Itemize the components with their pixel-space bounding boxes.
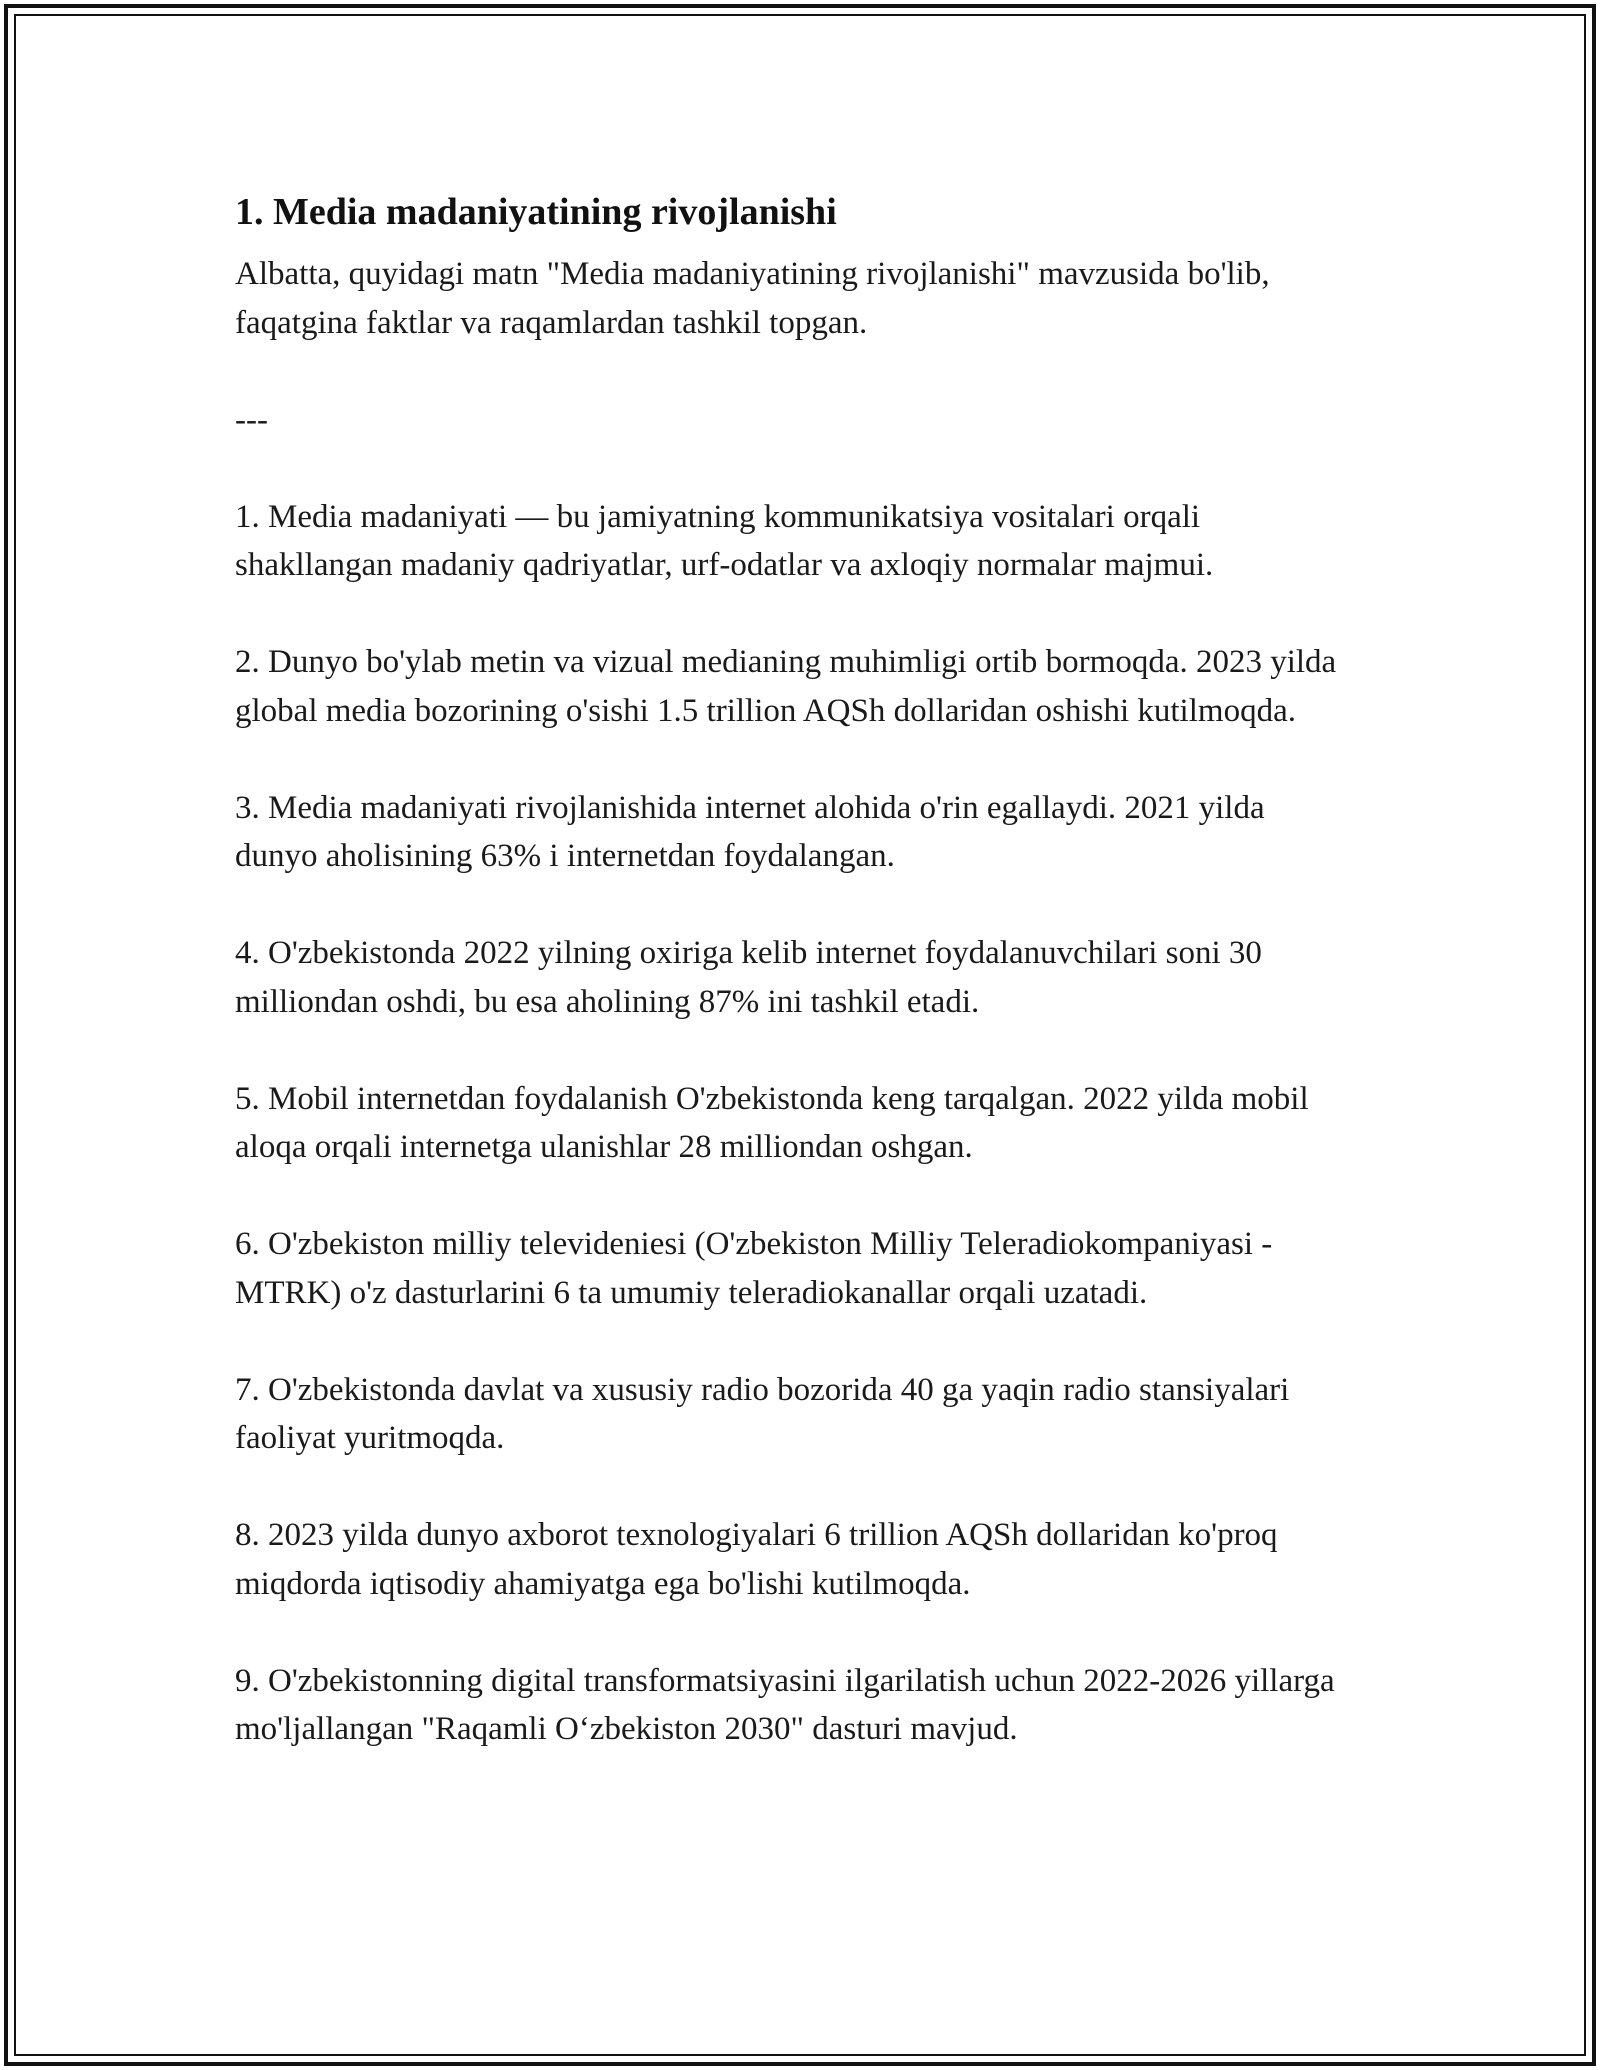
list-item: 6. O'zbekiston milliy televideniesi (O'zbekiston Milliy Teleradiokompaniyasi - MTRK) o'z dasturlarini 6 ta umumiy teleradiokanallar orqali uzatadi. xyxy=(235,1226,1273,1311)
list-item: 4. O'zbekistonda 2022 yilning oxiriga kelib internet foydalanuvchilari soni 30 milliondan oshdi, bu esa aholining 87% ini tashkil etadi. xyxy=(235,935,1262,1020)
list-item: 8. 2023 yilda dunyo axborot texnologiyalari 6 trillion AQSh dollaridan ko'proq miqdorda iqtisodiy ahamiyatga ega bo'lishi kutilmoqda. xyxy=(235,1517,1278,1602)
list-item: 1. Media madaniyati — bu jamiyatning kommunikatsiya vositalari orqali shakllangan madaniy qadriyatlar, urf-odatlar va axloqiy normalar majmui. xyxy=(235,498,1214,583)
list-item: 7. O'zbekistonda davlat va xususiy radio bozorida 40 ga yaqin radio stansiyalari faoliyat yuritmoqda. xyxy=(235,1371,1290,1456)
list-item: 5. Mobil internetdan foydalanish O'zbekistonda keng tarqalgan. 2022 yilda mobil aloqa orqali internetga ulanishlar 28 milliondan oshgan. xyxy=(235,1080,1309,1165)
document-body xyxy=(235,186,1355,1802)
document-title: 1. Media madaniyatining rivojlanishi xyxy=(235,191,837,233)
list-item: 9. O'zbekistonning digital transformatsiyasini ilgarilatish uchun 2022-2026 yillarga mo'ljallangan "Raqamli O‘zbekiston 2030" dasturi mavjud. xyxy=(235,1662,1335,1747)
list-item: 3. Media madaniyati rivojlanishida internet alohida o'rin egallaydi. 2021 yilda dunyo aholisining 63% i internetdan foydalangan. xyxy=(235,789,1265,874)
separator: --- xyxy=(235,401,268,438)
list-item: 2. Dunyo bo'ylab metin va vizual medianing muhimligi ortib bormoqda. 2023 yilda global media bozorining o'sishi 1.5 trillion AQSh dollaridan oshishi kutilmoqda. xyxy=(235,644,1337,729)
intro-paragraph: Albatta, quyidagi matn "Media madaniyatining rivojlanishi" mavzusida bo'lib, faqatgina faktlar va raqamlardan tashkil topgan. xyxy=(235,256,1270,341)
